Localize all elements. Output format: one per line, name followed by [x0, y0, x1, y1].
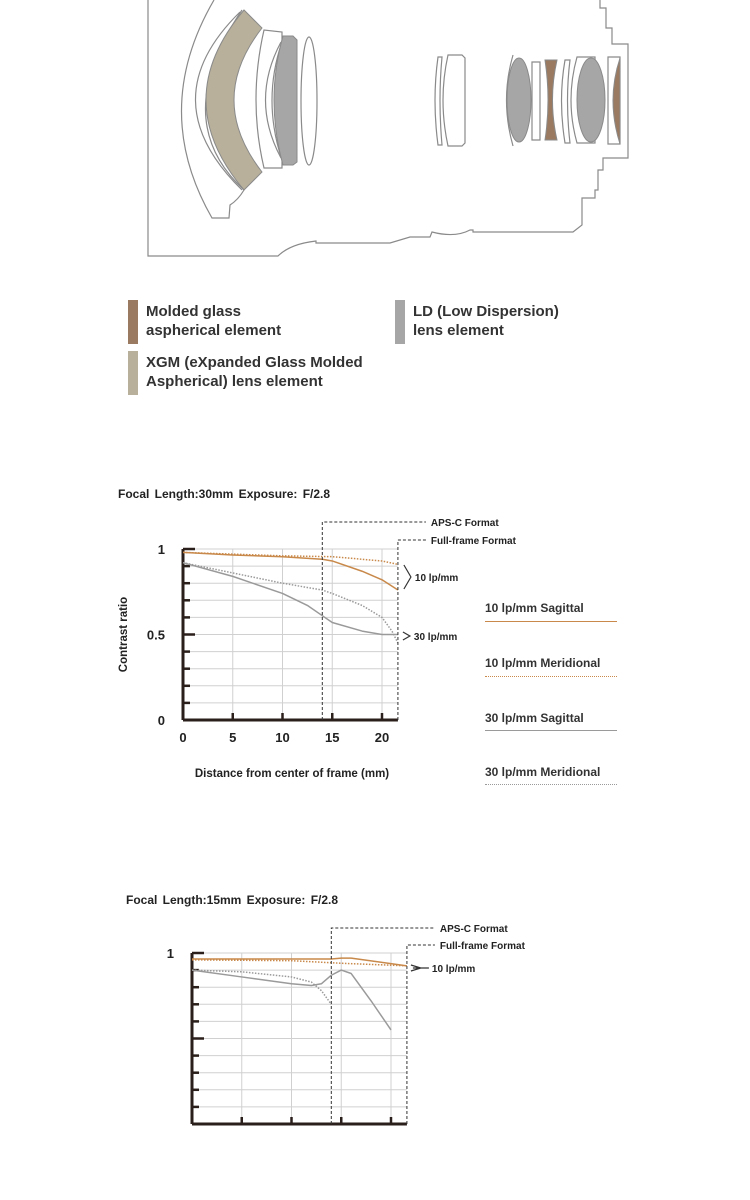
ld-element-rear-1	[507, 58, 531, 142]
x-tick-label: 5	[229, 730, 237, 745]
x-tick-label: 15	[325, 730, 340, 745]
legend-30-sagittal	[485, 711, 617, 731]
apsc-format-label: APS-C Format	[430, 518, 499, 529]
bracket-10lp	[411, 965, 429, 971]
mtf-chart-15mm	[0, 900, 750, 1200]
legend-30-meridional-line	[485, 784, 617, 785]
x-tick-label: 0	[179, 730, 187, 745]
legend-10-meridional	[485, 656, 617, 677]
label-30lp: 30 lp/mm	[413, 632, 458, 643]
legend-30-meridional	[485, 765, 617, 785]
x-axis-label: Distance from center of frame (mm)	[194, 768, 390, 780]
x-tick-label: 10	[275, 730, 290, 745]
molded-aspherical-element-2	[613, 58, 620, 144]
apsc-format-label: APS-C Format	[439, 924, 508, 935]
full-frame-format-line	[407, 945, 435, 1124]
x-tick-label: 20	[374, 730, 390, 745]
label-10lp: 10 lp/mm	[414, 573, 459, 584]
legend-10-meridional-label: 10 lp/mm Meridional	[485, 656, 601, 670]
legend-30-meridional-label: 30 lp/mm Meridional	[485, 765, 601, 779]
bracket-10lp	[404, 565, 411, 589]
lens-construction-diagram	[0, 0, 750, 265]
y-tick-label: 1	[166, 946, 174, 961]
series-10-lp-mm-sagittal	[192, 958, 407, 966]
fifth-element	[301, 37, 317, 165]
legend-30-sagittal-line	[485, 730, 617, 731]
apsc-format-line	[322, 522, 426, 720]
legend-molded-glass: Molded glass aspherical element	[146, 303, 282, 339]
legend-10-sagittal-line	[485, 621, 617, 622]
bracket-30lp	[403, 632, 410, 640]
mtf-chart-30mm	[0, 500, 750, 800]
y-tick-label: 0	[157, 713, 165, 728]
legend-ld: LD (Low Dispersion) lens element	[413, 303, 559, 339]
molded-aspherical-element-1	[545, 60, 557, 140]
ld-element-rear-2	[577, 58, 605, 142]
full-frame-format-label: Full-frame Format	[439, 941, 525, 952]
full-frame-format-line	[398, 540, 426, 720]
chart1-title: Focal Length:30mm Exposure: F/2.8	[118, 487, 331, 501]
xgm-element	[206, 10, 262, 190]
y-tick-label: 1	[157, 542, 165, 557]
legend-10-sagittal	[485, 601, 617, 622]
middle-group-b	[443, 55, 465, 146]
legend-10-meridional-line	[485, 676, 617, 677]
chart2-title: Focal Length:15mm Exposure: F/2.8	[126, 893, 339, 907]
molded-glass-swatch	[128, 300, 138, 344]
legend-xgm: XGM (eXpanded Glass Molded Aspherical) lens element	[146, 354, 363, 390]
ld-swatch	[395, 300, 405, 344]
xgm-swatch	[128, 351, 138, 395]
y-axis-label: Contrast ratio	[118, 596, 130, 673]
legend-10-sagittal-label: 10 lp/mm Sagittal	[485, 601, 584, 615]
label-10lp: 10 lp/mm	[431, 964, 476, 975]
legend-30-sagittal-label: 30 lp/mm Sagittal	[485, 711, 584, 725]
y-tick-label: 0.5	[146, 627, 165, 643]
full-frame-format-label: Full-frame Format	[430, 536, 516, 547]
middle-group-a	[435, 57, 442, 145]
